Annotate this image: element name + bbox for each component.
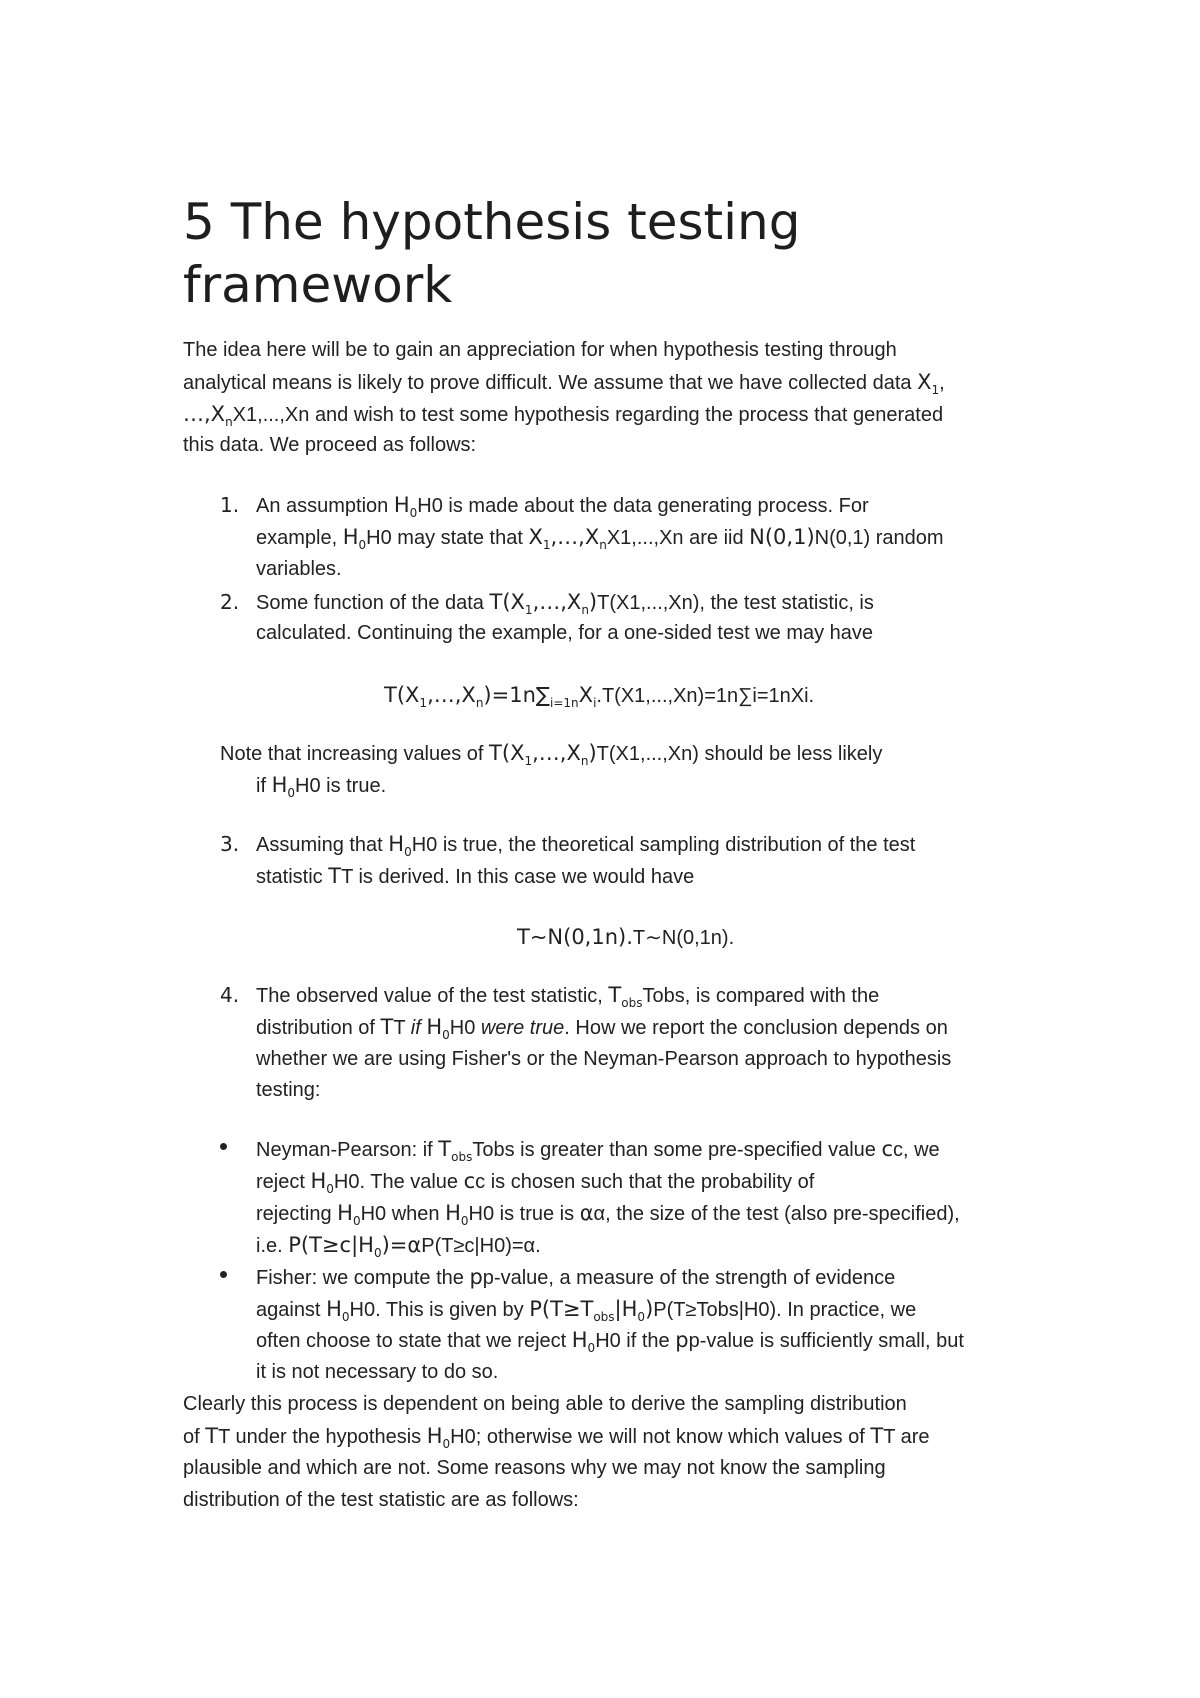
closing-line-4: distribution of the test statistic are as follows: [183,1489,579,1511]
closing-line-1: Clearly this process is dependent on being able to derive the sampling distribution [183,1393,907,1415]
item-2-line-2: calculated. Continuing the example, for a one-sided test we may have [256,622,874,644]
note-line-2: if $H_0H0$ is true. [256,773,387,800]
intro-line-1: The idea here will be to gain an appreciation for when hypothesis testing through [183,339,897,361]
fisher-line-1: Fisher: we compute the pp-value, a measure of the strength of evidence [256,1265,896,1289]
item-1-line-2: example, $H_0H0$ may state that $X_1,\dots,X_nX1,...,Xn$ are iid N(0,1)N(0,1) random [256,525,944,552]
item-1-line-3: variables. [256,558,342,580]
equation-sampling-distribution: T∼N(0,1n).T∼N(0,1n). [517,925,735,949]
fisher-line-4: it is not necessary to do so. [256,1361,499,1383]
intro-line-3: $\dots,X_nX1,...,Xn$ and wish to test some hypothesis regarding the process that generated [183,402,944,429]
note-line-1: Note that increasing values of $T(X_1,\dots,X_n)T(X1,...,Xn)$ should be less likely [220,741,883,768]
np-line-1: Neyman-Pearson: if $T_{obs}Tobs$ is greater than some pre-specified value cc, we [256,1137,940,1164]
closing-line-2: of TT under the hypothesis $H_0H0$; otherwise we will not know which values of TT are [183,1424,930,1451]
list-number-4: 4. [220,983,240,1007]
intro-line-2: analytical means is likely to prove difficult. We assume that we have collected data $X_1$, [183,370,945,397]
item-4-line-2: distribution of TT if $H_0H0$ were true. How we report the conclusion depends on [256,1015,948,1042]
bullet-fisher [220,1271,227,1278]
item-4-line-3: whether we are using Fisher's or the Neyman-Pearson approach to hypothesis [256,1048,952,1070]
list-number-3: 3. [220,832,240,856]
item-3-line-2: statistic TT is derived. In this case we would have [256,864,695,888]
item-3-line-1: Assuming that $H_0H0$ is true, the theoretical sampling distribution of the test [256,832,916,859]
np-line-2: reject $H_0H0$. The value cc is chosen such that the probability of [256,1169,815,1196]
bullet-neyman-pearson [220,1143,227,1150]
section-title-line-1: 5 The hypothesis testing [183,193,801,251]
item-4-line-1: The observed value of the test statistic, $T_{obs}Tobs$, is compared with the [256,983,880,1010]
fisher-line-3: often choose to state that we reject $H_0H0$ if the pp-value is sufficiently small, but [256,1328,964,1355]
equation-mean-statistic: $T(X_1,\dots,X_n)=1n\sum_{i=1n}X_i.T(X1,...,Xn)=1n\sum i=1nXi$. [384,683,815,710]
list-number-1: 1. [220,493,240,517]
item-4-line-4: testing: [256,1079,321,1101]
np-line-3: rejecting $H_0H0$ when $H_0H0$ is true is αα, the size of the test (also pre-specified), [256,1201,960,1228]
list-number-2: 2. [220,590,240,614]
intro-line-4: this data. We proceed as follows: [183,434,477,456]
item-1-line-1: An assumption $H_0H0$ is made about the data generating process. For [256,493,869,520]
fisher-line-2: against $H_0H0$. This is given by $P(T\ge T_{obs}|H_0)P(T\ge Tobs|H0)$. In practice, we [256,1297,917,1324]
section-title-line-2: framework [183,256,453,314]
item-2-line-1: Some function of the data $T(X_1,\dots,X_n)T(X1,...,Xn)$, the test statistic, is [256,590,874,617]
closing-line-3: plausible and which are not. Some reasons why we may not know the sampling [183,1457,886,1479]
np-line-4: i.e. $P(T\ge c|H_0)=\alpha P(T\ge c|H0)=\alpha$. [256,1233,541,1260]
